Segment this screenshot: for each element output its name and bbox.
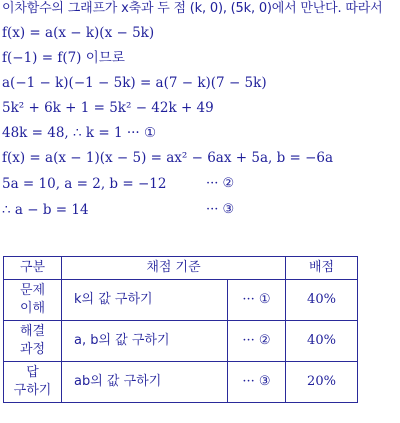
category-cell: [4, 362, 62, 403]
step-cell: ··· ③: [228, 362, 286, 403]
solution-line-8: 5a = 10, a = 2, b = −12: [2, 176, 167, 192]
score-cell: 20%: [286, 362, 358, 403]
criteria-cell: k의 값 구하기: [62, 280, 228, 321]
category-cell: [4, 321, 62, 362]
header-criteria: 채점 기준: [62, 257, 286, 280]
criteria-cell: a, b의 값 구하기: [62, 321, 228, 362]
category-line-1: 문제: [19, 283, 46, 298]
solution-line-1: 이차함수의 그래프가 x축과 두 점 (k, 0), (5k, 0)에서 만난다. 따라서: [2, 1, 383, 16]
solution-line-2: f(x) = a(x − k)(x − 5k): [2, 25, 155, 41]
criteria-cell: ab의 값 구하기: [62, 362, 228, 403]
category-cell: [4, 280, 62, 321]
step-cell: ··· ②: [228, 321, 286, 362]
grading-table: [3, 256, 358, 403]
solution-line-5: 5k² + 6k + 1 = 5k² − 42k + 49: [2, 100, 214, 116]
header-score: 배점: [286, 257, 358, 280]
solution-line-9: ∴ a − b = 14: [2, 202, 89, 218]
solution-line-3: f(−1) = f(7) 이므로: [2, 50, 125, 66]
category-line-2: 과정: [19, 342, 46, 357]
step-mark-2: ··· ②: [206, 176, 235, 191]
table-row: [4, 362, 358, 403]
table-row: [4, 280, 358, 321]
category-line-1: 답: [26, 365, 39, 380]
solution-line-4: a(−1 − k)(−1 − 5k) = a(7 − k)(7 − 5k): [2, 75, 267, 91]
score-cell: 40%: [286, 321, 358, 362]
score-cell: 40%: [286, 280, 358, 321]
category-line-2: 이해: [19, 301, 46, 316]
table-header-row: [4, 257, 358, 280]
step-cell: ··· ①: [228, 280, 286, 321]
category-line-2: 구하기: [13, 383, 52, 398]
solution-line-6: 48k = 48, ∴ k = 1 ··· ①: [2, 125, 157, 141]
header-category: 구분: [4, 257, 62, 280]
step-mark-3: ··· ③: [206, 202, 235, 217]
table-row: [4, 321, 358, 362]
solution-line-7: f(x) = a(x − 1)(x − 5) = ax² − 6ax + 5a, b = −6a: [2, 150, 334, 166]
category-line-1: 해결: [19, 324, 46, 339]
